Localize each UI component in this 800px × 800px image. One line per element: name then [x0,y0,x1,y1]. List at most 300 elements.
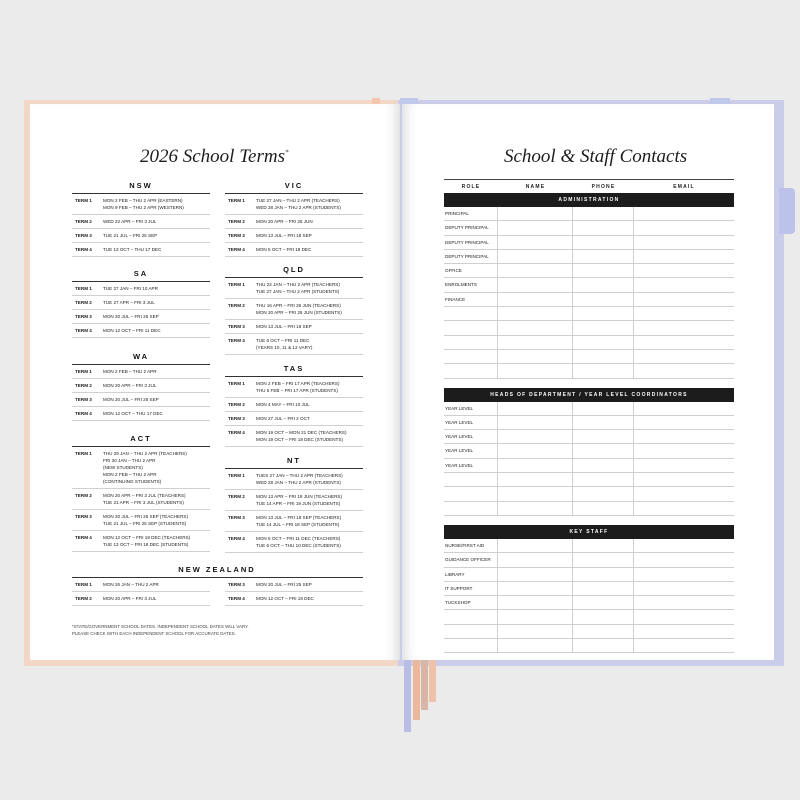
name-cell[interactable] [498,459,573,472]
email-cell[interactable] [634,236,734,249]
email-cell[interactable] [634,639,734,652]
phone-cell[interactable] [573,639,634,652]
term-label: TERM 2 [75,596,92,601]
name-cell[interactable] [498,293,573,306]
contacts-table [444,179,734,653]
phone-cell[interactable] [573,402,634,415]
role-cell: NURSE/FIRST AID [444,539,498,552]
email-cell[interactable] [634,321,734,334]
role-cell: DEPUTY PRINCIPAL [444,250,498,263]
ribbon-marker[interactable] [404,660,411,732]
section-title: NT [225,456,363,469]
name-cell[interactable] [498,207,573,220]
name-cell[interactable] [498,416,573,429]
term-dates: MON 27 JUL – FRI 2 OCT [256,416,310,421]
phone-cell[interactable] [573,264,634,277]
term-dates: TUE 21 APR – FRI 3 JUL (STUDENTS) [103,500,184,505]
page-title: School & Staff Contacts [504,146,688,167]
term-section-qld [225,265,363,355]
term-row [72,310,210,324]
role-cell [444,307,498,320]
email-cell[interactable] [634,307,734,320]
section-title-spacer [225,565,363,578]
email-cell[interactable] [634,473,734,486]
term-row [72,379,210,393]
ribbon-marker[interactable] [413,660,420,720]
name-cell[interactable] [498,610,573,623]
section-band: HEADS OF DEPARTMENT / YEAR LEVEL COORDINATORS [444,388,734,402]
term-dates: MON 20 JUL – FRI 25 SEP [103,397,159,402]
term-row [225,194,363,215]
section-title: NSW [72,181,210,194]
term-row [72,592,210,606]
phone-cell[interactable] [573,596,634,609]
table-row [444,487,734,501]
table-row [444,473,734,487]
term-dates: TUE 27 JAN – THU 2 APR (STUDENTS) [256,289,340,294]
role-cell [444,639,498,652]
term-dates: TUE 21 JUL – FRI 25 SEP (STUDENTS) [103,521,187,526]
table-row [444,502,734,516]
name-cell[interactable] [498,502,573,515]
email-cell[interactable] [634,596,734,609]
role-cell: PRINCIPAL [444,207,498,220]
phone-cell[interactable] [573,568,634,581]
term-dates: (NEW STUDENTS) [103,465,143,470]
column-header-name: NAME [525,183,546,190]
name-cell[interactable] [498,350,573,363]
name-cell[interactable] [498,596,573,609]
table-row [444,207,734,221]
term-dates: TUE 6 OCT – FRI 11 DEC [256,338,310,343]
term-label: TERM 2 [75,300,92,305]
term-label: TERM 1 [228,198,245,203]
section-title: SA [72,269,210,282]
email-cell[interactable] [634,336,734,349]
phone-cell[interactable] [573,625,634,638]
name-cell[interactable] [498,221,573,234]
table-row [444,430,734,444]
phone-cell[interactable] [573,236,634,249]
name-cell[interactable] [498,444,573,457]
term-label: TERM 3 [228,416,245,421]
contact-group [444,379,734,516]
term-dates: WED 28 JAN – THU 2 APR (STUDENTS) [256,205,341,210]
email-cell[interactable] [634,553,734,566]
term-row [72,407,210,421]
phone-cell[interactable] [573,459,634,472]
term-dates: MON 13 APR – FRI 19 JUN (TEACHERS) [256,494,343,499]
phone-cell[interactable] [573,539,634,552]
phone-cell[interactable] [573,487,634,500]
email-cell[interactable] [634,430,734,443]
term-label: TERM 4 [75,247,92,252]
section-title: NEW ZEALAND [72,565,362,578]
phone-cell[interactable] [573,221,634,234]
term-dates: MON 5 OCT – FRI 11 DEC (TEACHERS) [256,536,341,541]
phone-cell[interactable] [573,610,634,623]
term-row [72,510,210,531]
term-dates: MON 12 OCT – FRI 18 DEC [256,596,314,601]
term-section-nz2 [225,565,363,606]
term-label: TERM 1 [228,282,245,287]
table-row [444,539,734,553]
table-row [444,416,734,430]
email-cell[interactable] [634,625,734,638]
phone-cell[interactable] [573,307,634,320]
table-row [444,236,734,250]
phone-cell[interactable] [573,350,634,363]
name-cell[interactable] [498,639,573,652]
table-row [444,553,734,567]
term-dates: THU 29 JAN – THU 2 APR (TEACHERS) [103,451,187,456]
phone-cell[interactable] [573,430,634,443]
term-row [225,511,363,532]
page-title: 2026 School Terms* [140,146,289,167]
term-dates: WED 22 APR – FRI 3 JUL [103,219,157,224]
term-row [72,282,210,296]
table-row [444,582,734,596]
term-label: TERM 1 [75,582,92,587]
term-row [72,447,210,489]
term-dates: TUE 13 OCT – FRI 18 DEC (STUDENTS) [103,542,189,547]
term-row [72,194,210,215]
term-label: TERM 4 [75,535,92,540]
term-dates: (CONTINUING STUDENTS) [103,479,162,484]
term-row [72,229,210,243]
term-dates: TUE 27 APR – FRI 3 JUL [103,300,155,305]
email-cell[interactable] [634,487,734,500]
role-cell [444,502,498,515]
term-dates: MON 12 OCT – FRI 11 DEC [103,328,161,333]
role-cell: YEAR LEVEL [444,416,498,429]
phone-cell[interactable] [573,416,634,429]
role-cell: YEAR LEVEL [444,402,498,415]
term-row [72,393,210,407]
phone-cell[interactable] [573,473,634,486]
role-cell [444,364,498,377]
term-row [225,278,363,299]
name-cell[interactable] [498,473,573,486]
table-row [444,625,734,639]
role-cell [444,610,498,623]
role-cell [444,487,498,500]
term-label: TERM 2 [75,383,92,388]
email-cell[interactable] [634,250,734,263]
email-cell[interactable] [634,402,734,415]
role-cell: YEAR LEVEL [444,444,498,457]
phone-cell[interactable] [573,207,634,220]
term-label: TERM 2 [75,493,92,498]
name-cell[interactable] [498,278,573,291]
section-title: WA [72,352,210,365]
term-dates: (YEARS 10, 11 & 12 VARY) [256,345,313,350]
role-cell: DEPUTY PRINCIPAL [444,236,498,249]
section-band: KEY STAFF [444,525,734,539]
term-dates: MON 20 APR – FRI 3 JUL [103,596,157,601]
phone-cell[interactable] [573,321,634,334]
email-cell[interactable] [634,444,734,457]
role-cell [444,321,498,334]
term-dates: TUE 14 APR – FRI 19 JUN (STUDENTS) [256,501,341,506]
term-label: TERM 3 [228,582,245,587]
role-cell: TUCKSHOP [444,596,498,609]
term-dates: MON 2 FEB – FRI 17 APR (TEACHERS) [256,381,340,386]
term-row [225,592,363,606]
name-cell[interactable] [498,553,573,566]
term-row [225,532,363,553]
term-dates: MON 2 FEB – THU 2 APR [103,472,157,477]
term-label: TERM 3 [75,397,92,402]
table-row [444,321,734,335]
term-section-wa [72,352,210,421]
email-cell[interactable] [634,582,734,595]
email-cell[interactable] [634,459,734,472]
term-dates: THU 16 APR – FRI 26 JUN (TEACHERS) [256,303,341,308]
ribbon-marker[interactable] [421,660,428,710]
name-cell[interactable] [498,487,573,500]
term-label: TERM 1 [75,451,92,456]
name-cell[interactable] [498,364,573,377]
name-cell[interactable] [498,539,573,552]
term-dates: THU 5 FEB – FRI 17 APR (STUDENTS) [256,388,338,393]
role-cell: OFFICE [444,264,498,277]
term-dates: MON 19 OCT – MON 21 DEC (TEACHERS) [256,430,347,435]
email-cell[interactable] [634,502,734,515]
email-cell[interactable] [634,568,734,581]
role-cell: FINANCE [444,293,498,306]
term-row [72,296,210,310]
phone-cell[interactable] [573,278,634,291]
term-dates: MON 19 OCT – FRI 18 DEC (STUDENTS) [256,437,343,442]
term-dates: MON 12 OCT – THU 17 DEC [103,411,163,416]
email-cell[interactable] [634,278,734,291]
term-label: TERM 4 [75,411,92,416]
table-row [444,610,734,624]
term-row [225,412,363,426]
name-cell[interactable] [498,236,573,249]
table-row [444,596,734,610]
table-row [444,364,734,378]
term-row [225,299,363,320]
name-cell[interactable] [498,568,573,581]
term-dates: TUE 27 JAN – FRI 10 APR [103,286,158,291]
term-row [225,578,363,592]
column-header-phone: PHONE [591,183,616,190]
role-cell [444,625,498,638]
term-row [225,426,363,447]
term-label: TERM 4 [75,328,92,333]
email-cell[interactable] [634,610,734,623]
term-label: TERM 2 [228,303,245,308]
term-dates: MON 4 MAY – FRI 10 JUL [256,402,310,407]
email-cell[interactable] [634,221,734,234]
role-cell: ENROLMENTS [444,278,498,291]
section-title: VIC [225,181,363,194]
page-tab[interactable] [779,188,795,234]
name-cell[interactable] [498,402,573,415]
term-section-sa [72,269,210,338]
term-section-nt [225,456,363,553]
phone-cell[interactable] [573,336,634,349]
term-label: TERM 1 [228,381,245,386]
table-row [444,221,734,235]
email-cell[interactable] [634,416,734,429]
phone-cell[interactable] [573,582,634,595]
term-row [225,215,363,229]
ribbon-marker[interactable] [429,660,436,702]
term-label: TERM 3 [228,233,245,238]
term-dates: MON 20 APR – FRI 3 JUL (TEACHERS) [103,493,186,498]
term-dates: MON 20 JUL – FRI 25 SEP [256,582,312,587]
term-label: TERM 4 [228,430,245,435]
role-cell: LIBRARY [444,568,498,581]
term-dates: MON 2 FEB – THU 2 APR [103,369,157,374]
term-row [72,324,210,338]
role-cell: YEAR LEVEL [444,459,498,472]
table-header [444,179,734,193]
phone-cell[interactable] [573,502,634,515]
term-dates: TUE 21 JUL – FRI 25 SEP [103,233,158,238]
table-row [444,250,734,264]
table-row [444,568,734,582]
column-header-email: EMAIL [673,183,695,190]
name-cell[interactable] [498,250,573,263]
contact-group [444,516,734,653]
table-row [444,444,734,458]
section-title: TAS [225,364,363,377]
term-dates: TUE 27 JAN – THU 2 APR (TEACHERS) [256,198,340,203]
term-row [225,469,363,490]
term-label: TERM 2 [228,494,245,499]
term-label: TERM 3 [75,514,92,519]
term-dates: TUE 13 OCT – THU 17 DEC [103,247,162,252]
term-section-tas [225,364,363,447]
email-cell[interactable] [634,293,734,306]
term-label: TERM 2 [228,402,245,407]
term-label: TERM 4 [228,536,245,541]
term-label: TERM 2 [75,219,92,224]
table-row [444,264,734,278]
table-row [444,336,734,350]
name-cell[interactable] [498,307,573,320]
term-dates: MON 5 OCT – FRI 18 DEC [256,247,312,252]
table-row [444,459,734,473]
table-row [444,278,734,292]
term-section-vic [225,181,363,257]
phone-cell[interactable] [573,250,634,263]
name-cell[interactable] [498,321,573,334]
role-cell: DEPUTY PRINCIPAL [444,221,498,234]
term-label: TERM 1 [228,473,245,478]
term-label: TERM 3 [228,324,245,329]
term-row [225,229,363,243]
term-dates: MON 20 APR – FRI 26 JUN [256,219,313,224]
phone-cell[interactable] [573,444,634,457]
role-cell [444,350,498,363]
section-band: ADMINISTRATION [444,193,734,207]
name-cell[interactable] [498,336,573,349]
term-dates: MON 20 JUL – FRI 25 SEP [103,314,159,319]
term-dates: MON 20 JUL – FRI 25 SEP (TEACHERS) [103,514,189,519]
email-cell[interactable] [634,539,734,552]
phone-cell[interactable] [573,364,634,377]
table-row [444,639,734,653]
term-dates: MON 12 OCT – FRI 18 DEC (TEACHERS) [103,535,191,540]
table-row [444,402,734,416]
term-dates: MON 2 FEB – THU 2 APR (EASTERN) [103,198,183,203]
email-cell[interactable] [634,207,734,220]
role-cell [444,336,498,349]
term-dates: MON 13 JUL – FRI 18 SEP (TEACHERS) [256,515,342,520]
table-row [444,293,734,307]
term-row [225,377,363,398]
term-section-nsw [72,181,210,257]
column-header-role: ROLE [461,183,481,190]
term-label: TERM 3 [228,515,245,520]
term-label: TERM 1 [75,286,92,291]
table-row [444,307,734,321]
term-dates: FRI 30 JAN – THU 2 APR [103,458,156,463]
term-row [72,365,210,379]
name-cell[interactable] [498,430,573,443]
term-row [225,398,363,412]
term-label: TERM 2 [228,219,245,224]
phone-cell[interactable] [573,553,634,566]
role-cell: YEAR LEVEL [444,430,498,443]
role-cell: IT SUPPORT [444,582,498,595]
term-row [225,490,363,511]
contact-group [444,193,734,379]
term-label: TERM 3 [75,233,92,238]
section-title: ACT [72,434,210,447]
term-dates: TUES 27 JAN – THU 2 APR (TEACHERS) [256,473,343,478]
term-dates: MON 13 JUL – FRI 18 SEP [256,324,312,329]
name-cell[interactable] [498,582,573,595]
role-cell [444,473,498,486]
term-label: TERM 3 [75,314,92,319]
name-cell[interactable] [498,264,573,277]
term-row [72,489,210,510]
term-dates: MON 20 APR – FRI 3 JUL [103,383,157,388]
term-dates: TUE 6 OCT – THU 10 DEC (STUDENTS) [256,543,341,548]
term-row [72,531,210,552]
term-label: TERM 1 [75,198,92,203]
term-dates: MON 26 JAN – THU 2 APR [103,582,159,587]
name-cell[interactable] [498,625,573,638]
email-cell[interactable] [634,264,734,277]
term-label: TERM 4 [228,247,245,252]
term-section-act [72,434,210,552]
table-row [444,350,734,364]
role-cell: GUIDANCE OFFICER [444,553,498,566]
term-dates: MON 20 APR – FRI 26 JUN (STUDENTS) [256,310,342,315]
term-row [72,578,210,592]
term-row [225,243,363,257]
email-cell[interactable] [634,350,734,363]
term-label: TERM 1 [75,369,92,374]
email-cell[interactable] [634,364,734,377]
phone-cell[interactable] [573,293,634,306]
term-dates: TUE 14 JUL – FRI 18 SEP (STUDENTS) [256,522,340,527]
term-dates: THU 22 JAN – THU 2 APR (TEACHERS) [256,282,340,287]
term-row [72,215,210,229]
term-row [225,334,363,355]
term-dates: MON 9 FEB – THU 2 APR (WESTERN) [103,205,184,210]
footnote: *STATE/GOVERNMENT SCHOOL DATES. INDEPENDENT SCHOOL DATES WILL VARY. PLEASE CHECK WITH EACH INDEPENDENT SCHOOL FOR ACCURATE DATES. [72,624,249,636]
term-label: TERM 4 [228,596,245,601]
term-dates: WED 28 JAN – THU 2 APR (STUDENTS) [256,480,341,485]
